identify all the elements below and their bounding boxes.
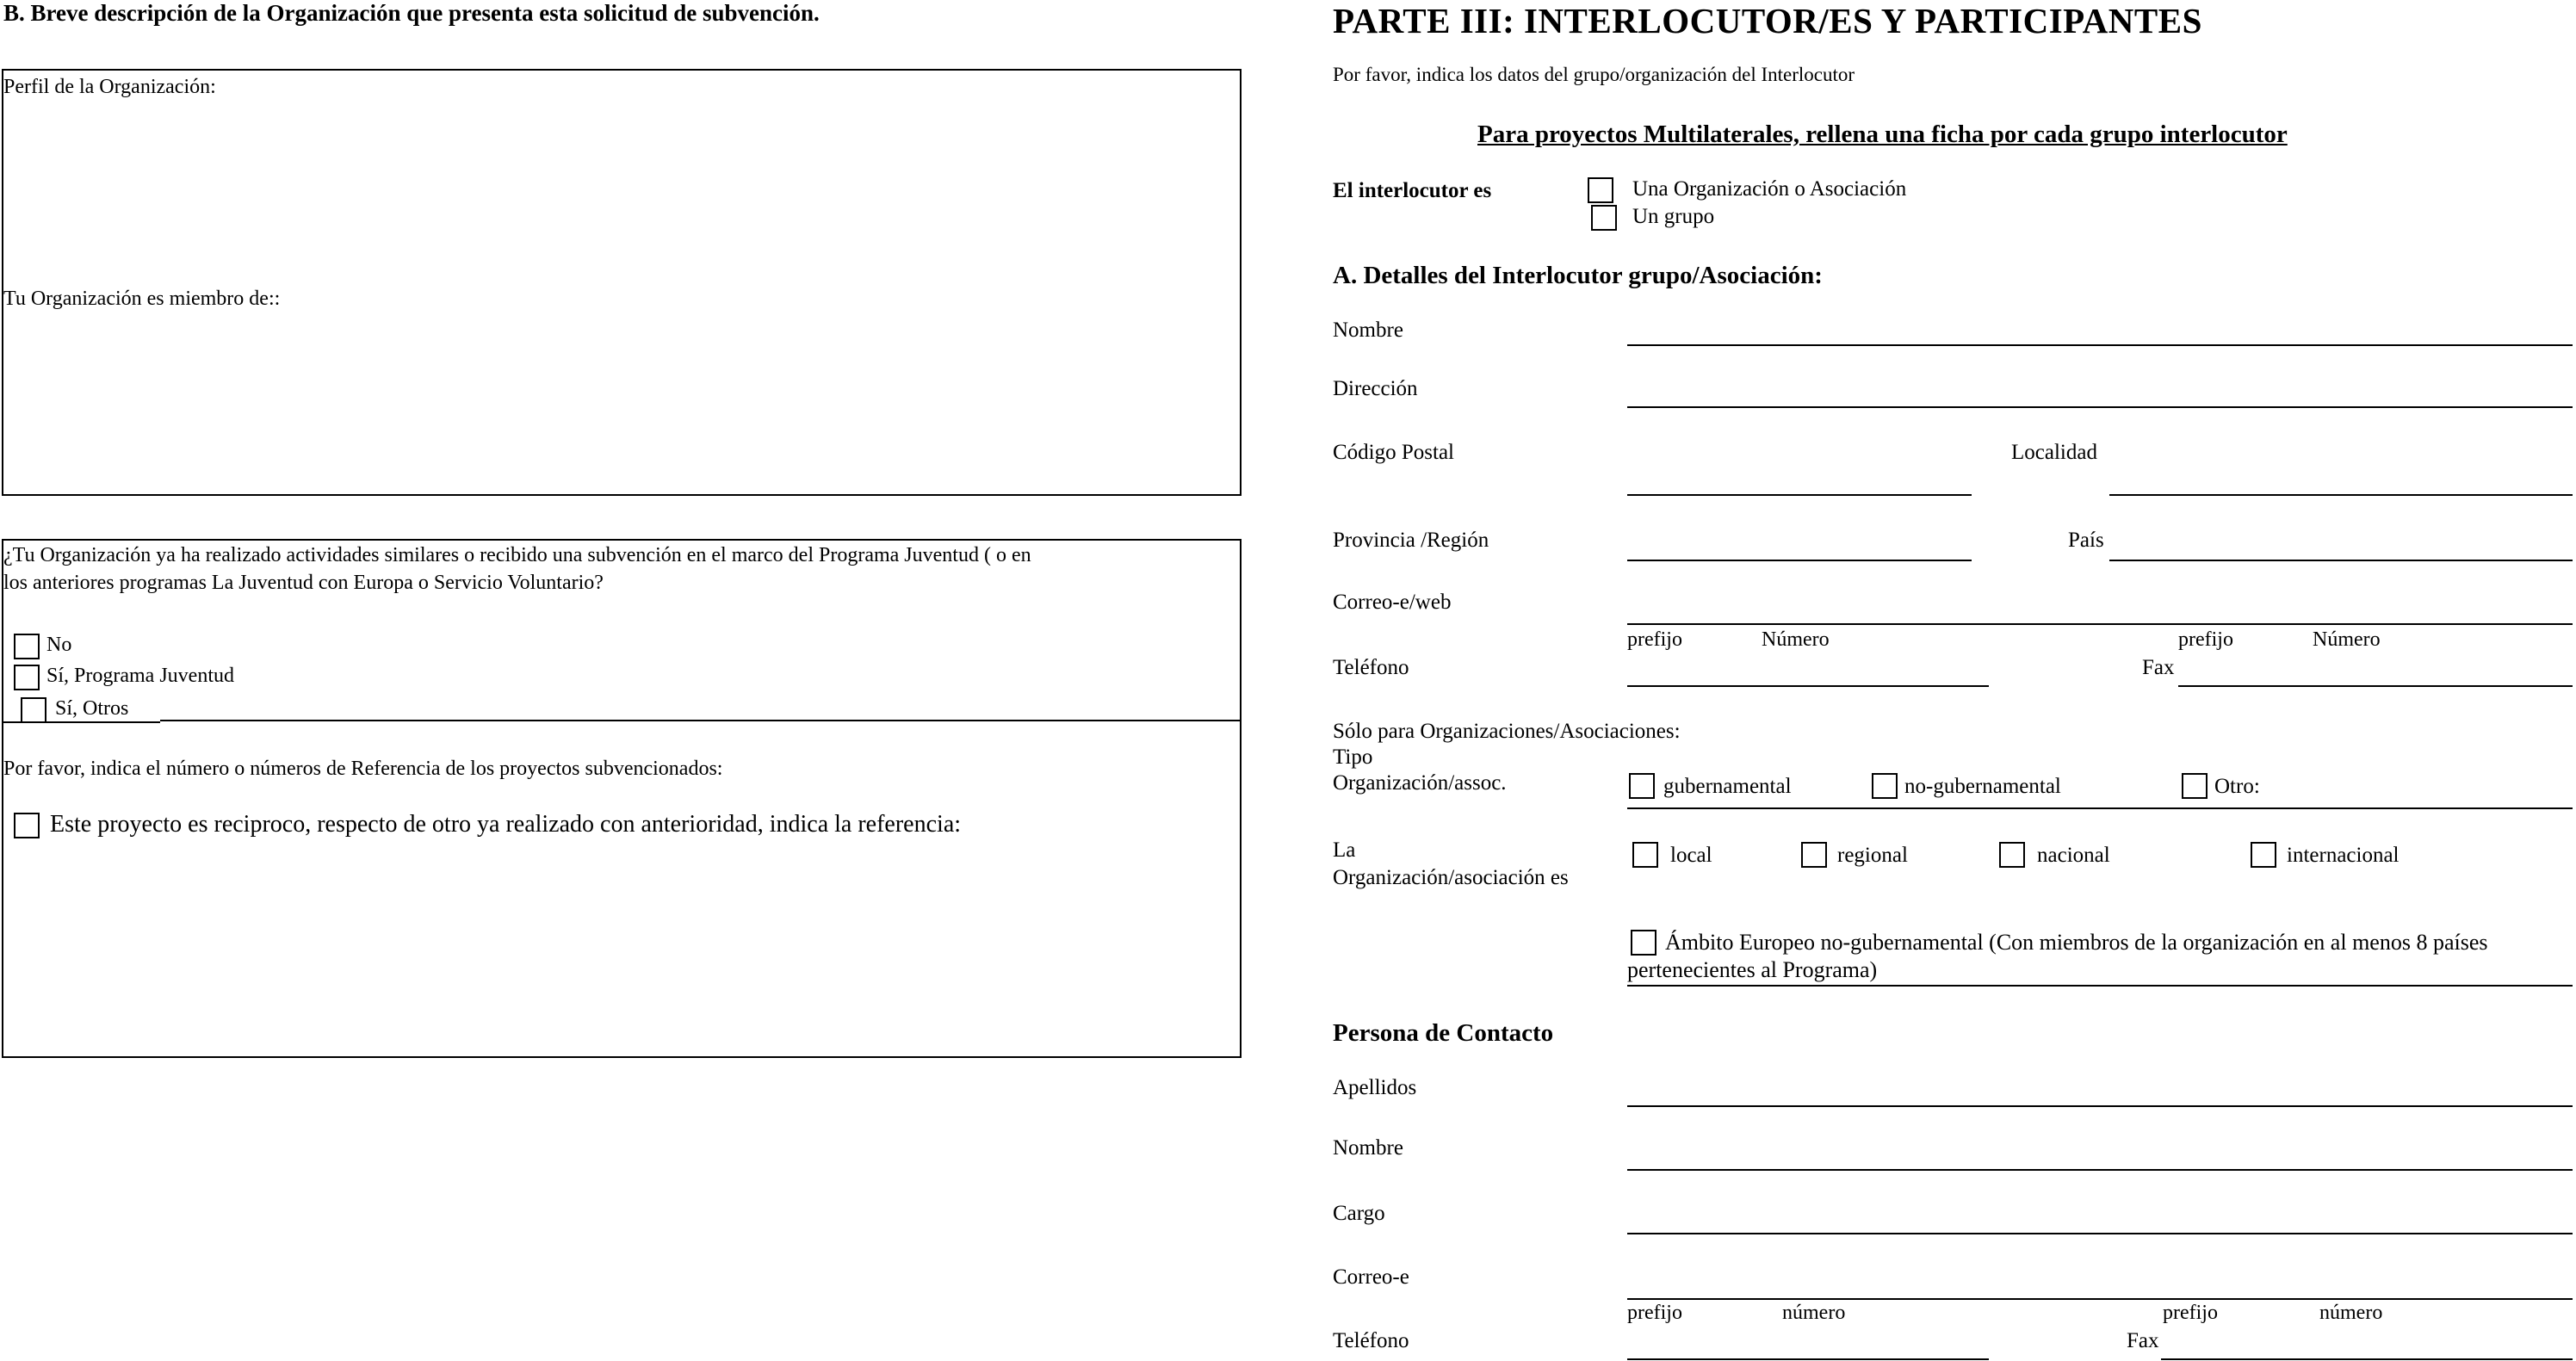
- ambito-nacional-checkbox[interactable]: [1999, 842, 2025, 868]
- ambito-regional-checkbox[interactable]: [1801, 842, 1827, 868]
- telefono-input-line[interactable]: [1627, 685, 1989, 687]
- ambito-label-line1: La: [1333, 838, 1356, 862]
- previous-activities-box: [2, 539, 1242, 1058]
- si-programa-label: Sí, Programa Juventud: [46, 665, 234, 687]
- multilateral-note: Para proyectos Multilaterales, rellena una ficha por cada grupo interlocutor: [1477, 121, 2288, 148]
- organization-profile-box[interactable]: [2, 69, 1242, 496]
- miembro-label: Tu Organización es miembro de::: [3, 288, 281, 310]
- contact-correo-label: Correo-e: [1333, 1265, 1409, 1289]
- contact-nombre-input-line[interactable]: [1627, 1169, 2573, 1171]
- contact-fax-prefijo-label: prefijo: [2163, 1302, 2218, 1324]
- contact-fax-numero-label: número: [2319, 1302, 2383, 1324]
- si-otros-input-line[interactable]: [160, 720, 1240, 721]
- provincia-label: Provincia /Región: [1333, 529, 1489, 552]
- tipo-gubernamental-label: gubernamental: [1663, 775, 1792, 798]
- ambito-label-line2: Organización/asociación es: [1333, 866, 1569, 889]
- part-iii-subtitle: Por favor, indica los datos del grupo/organización del Interlocutor: [1333, 64, 1855, 85]
- tipo-no-gubernamental-checkbox[interactable]: [1872, 773, 1898, 799]
- contact-telefono-input-line[interactable]: [1627, 1358, 1989, 1360]
- si-otros-label: Sí, Otros: [55, 697, 129, 720]
- tipo-label-line1: Tipo: [1333, 745, 1373, 769]
- part-iii-title: PARTE III: INTERLOCUTOR/ES Y PARTICIPANTES: [1333, 1, 2202, 40]
- contact-heading: Persona de Contacto: [1333, 1019, 1554, 1047]
- ambito-internacional-checkbox[interactable]: [2251, 842, 2276, 868]
- pais-label: País: [2068, 529, 2104, 552]
- telefono-prefijo-label: prefijo: [1627, 628, 1682, 651]
- europeo-line2: pertenecientes al Programa): [1627, 957, 1878, 982]
- fax-input-line[interactable]: [2178, 685, 2573, 687]
- tipo-gubernamental-checkbox[interactable]: [1629, 773, 1655, 799]
- interlocutor-grupo-label: Un grupo: [1632, 205, 1715, 228]
- box-divider-left: [3, 721, 160, 723]
- tipo-no-gubernamental-label: no-gubernamental: [1904, 775, 2061, 798]
- nombre-input-line[interactable]: [1627, 344, 2573, 346]
- codigo-postal-input-line[interactable]: [1627, 494, 1972, 496]
- reciproco-label: Este proyecto es reciproco, respecto de otro ya realizado con anterioridad, indica la referencia:: [50, 811, 962, 838]
- europeo-underline: [1627, 985, 2573, 987]
- contact-fax-input-line[interactable]: [2161, 1358, 2573, 1360]
- tipo-label-line2: Organización/assoc.: [1333, 771, 1507, 795]
- referencia-label: Por favor, indica el número o números de Referencia de los proyectos subvencionados:: [3, 758, 723, 780]
- question-line-2: los anteriores programas La Juventud con Europa o Servicio Voluntario?: [3, 572, 604, 594]
- apellidos-input-line[interactable]: [1627, 1105, 2573, 1107]
- contact-nombre-label: Nombre: [1333, 1136, 1403, 1160]
- fax-numero-label: Número: [2313, 628, 2381, 651]
- correo-web-input-line[interactable]: [1627, 623, 2573, 625]
- europeo-checkbox[interactable]: [1631, 930, 1656, 956]
- contact-telefono-label: Teléfono: [1333, 1329, 1409, 1352]
- cargo-input-line[interactable]: [1627, 1233, 2573, 1234]
- interlocutor-label: El interlocutor es: [1333, 179, 1492, 202]
- pais-input-line[interactable]: [2109, 560, 2573, 561]
- contact-correo-input-line[interactable]: [1627, 1298, 2573, 1300]
- si-programa-checkbox[interactable]: [14, 665, 40, 690]
- tipo-input-line[interactable]: [1627, 807, 2573, 809]
- section-a-heading: A. Detalles del Interlocutor grupo/Asociación:: [1333, 262, 1823, 289]
- si-otros-checkbox[interactable]: [21, 697, 46, 723]
- ambito-regional-label: regional: [1837, 844, 1908, 867]
- apellidos-label: Apellidos: [1333, 1076, 1417, 1099]
- ambito-local-checkbox[interactable]: [1632, 842, 1658, 868]
- reciproco-checkbox[interactable]: [14, 813, 40, 838]
- tipo-otro-checkbox[interactable]: [2182, 773, 2208, 799]
- telefono-label: Teléfono: [1333, 656, 1409, 679]
- perfil-label: Perfil de la Organización:: [3, 76, 216, 98]
- interlocutor-org-checkbox[interactable]: [1588, 177, 1613, 203]
- direccion-input-line[interactable]: [1627, 406, 2573, 408]
- localidad-label: Localidad: [2011, 441, 2097, 464]
- fax-prefijo-label: prefijo: [2178, 628, 2233, 651]
- ambito-nacional-label: nacional: [2037, 844, 2110, 867]
- interlocutor-org-label: Una Organización o Asociación: [1632, 177, 1907, 201]
- cargo-label: Cargo: [1333, 1202, 1385, 1225]
- solo-org-label: Sólo para Organizaciones/Asociaciones:: [1333, 720, 1681, 743]
- provincia-input-line[interactable]: [1627, 560, 1972, 561]
- europeo-line1: Ámbito Europeo no-gubernamental (Con miembros de la organización en al menos 8 países: [1665, 930, 2488, 955]
- tipo-otro-label: Otro:: [2214, 775, 2260, 798]
- interlocutor-grupo-checkbox[interactable]: [1591, 205, 1617, 231]
- contact-tel-numero-label: número: [1782, 1302, 1846, 1324]
- fax-label: Fax: [2142, 656, 2175, 679]
- codigo-postal-label: Código Postal: [1333, 441, 1454, 464]
- localidad-input-line[interactable]: [2109, 494, 2573, 496]
- correo-web-label: Correo-e/web: [1333, 591, 1452, 614]
- section-b-heading: B. Breve descripción de la Organización que presenta esta solicitud de subvención.: [3, 0, 820, 26]
- question-line-1: ¿Tu Organización ya ha realizado actividades similares o recibido una subvención en el marco del Programa Juventud ( o en: [3, 544, 1031, 566]
- contact-fax-label: Fax: [2127, 1329, 2159, 1352]
- direccion-label: Dirección: [1333, 377, 1418, 400]
- ambito-local-label: local: [1670, 844, 1712, 867]
- nombre-label: Nombre: [1333, 319, 1403, 342]
- ambito-internacional-label: internacional: [2287, 844, 2400, 867]
- no-checkbox[interactable]: [14, 634, 40, 659]
- contact-tel-prefijo-label: prefijo: [1627, 1302, 1682, 1324]
- telefono-numero-label: Número: [1762, 628, 1830, 651]
- no-label: No: [46, 634, 72, 656]
